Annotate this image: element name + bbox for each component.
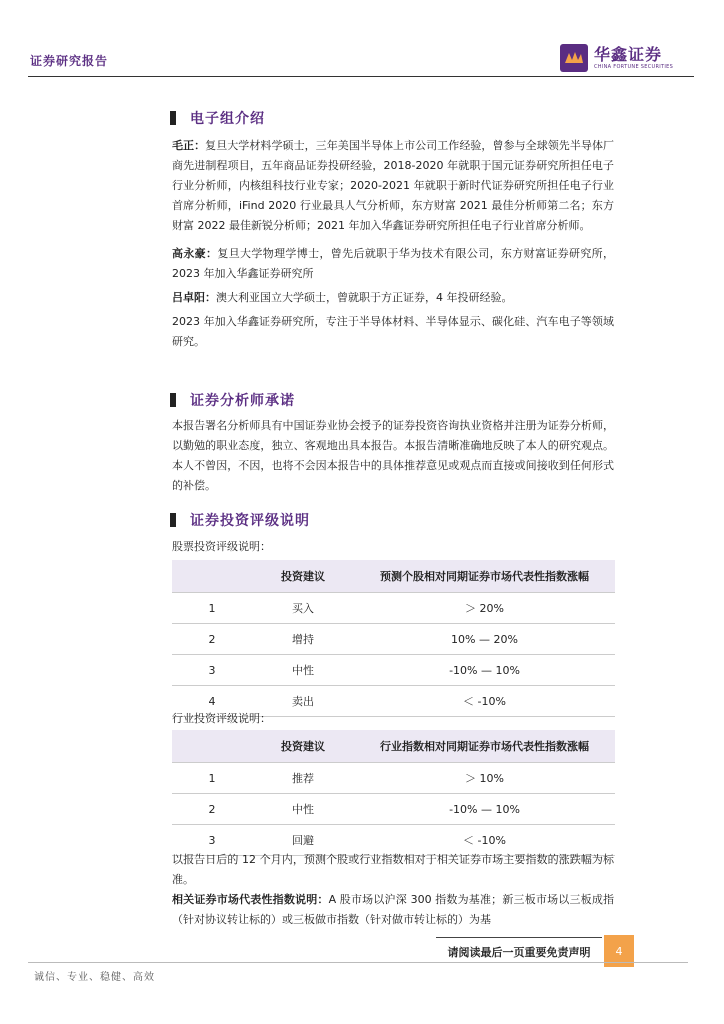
table-cell: 10% — 20% bbox=[354, 624, 615, 655]
table-cell: 2 bbox=[172, 794, 252, 825]
analyst-bio-2 bbox=[172, 244, 614, 284]
table-header-cell bbox=[172, 730, 252, 763]
analyst-name: 吕卓阳： bbox=[172, 291, 216, 304]
analyst-name: 高永豪： bbox=[172, 247, 218, 260]
index-note-label: 相关证券市场代表性指数说明： bbox=[172, 893, 329, 906]
table-cell: -10% — 10% bbox=[354, 655, 615, 686]
table-cell: 1 bbox=[172, 593, 252, 624]
analyst-bio-1 bbox=[172, 136, 614, 236]
section-marker bbox=[170, 513, 176, 527]
table-cell: ＞ 10% bbox=[354, 763, 615, 794]
logo-name-en: CHINA FORTUNE SECURITIES bbox=[594, 64, 674, 70]
table-cell: ＜ -10% bbox=[354, 825, 615, 856]
pledge-section-heading bbox=[170, 390, 295, 410]
section-title: 证券投资评级说明 bbox=[190, 513, 310, 529]
index-note-text: A 股市场以沪深 300 指数为基准；新三板市场以三板成指（针对协议转让标的）或三板做市指数（针对做市转让标的）为基 bbox=[172, 893, 614, 926]
table-cell: 推荐 bbox=[252, 763, 354, 794]
table-row bbox=[172, 763, 615, 794]
rating-section-heading bbox=[170, 510, 310, 530]
stock-rating-table bbox=[172, 560, 615, 717]
table-cell: 中性 bbox=[252, 794, 354, 825]
footer-slogan: 诚信、专业、稳健、高效 bbox=[34, 972, 155, 983]
analyst-bio-3 bbox=[172, 288, 614, 308]
rating-note: 以报告日后的 12 个月内，预测个股或行业指数相对于相关证券市场主要指数的涨跌幅为标准。 bbox=[172, 853, 614, 886]
table-header-row bbox=[172, 730, 615, 763]
section-title: 证券分析师承诺 bbox=[190, 393, 295, 409]
analyst-name: 毛正： bbox=[172, 139, 206, 152]
team-section-heading bbox=[170, 108, 265, 128]
page-number: 4 bbox=[604, 935, 634, 967]
report-type-title: 证券研究报告 bbox=[30, 54, 109, 68]
table-header-cell: 投资建议 bbox=[252, 730, 354, 763]
analyst-bio-text: 复旦大学材料学硕士，三年美国半导体上市公司工作经验，曾参与全球领先半导体厂商先进制程项目，五年商品证券投研经验，2018-2020 年就职于国元证券研究所担任电子行业分析师，内核组科技行业专家；2020-2021 年就职于新时代证券研究所担任电子行业首席分析师，iFind 2020 行业最具人气分析师，东方财富 2021 最佳分析师第二名；东方财富 2022 最佳新锐分析师；2021 年加入华鑫证券研究所担任电子行业首席分析师。 bbox=[172, 139, 614, 232]
table-cell: 买入 bbox=[252, 593, 354, 624]
table-row bbox=[172, 593, 615, 624]
table-row bbox=[172, 794, 615, 825]
section-marker bbox=[170, 393, 176, 407]
footer-divider bbox=[28, 962, 688, 963]
analyst-bio-text: 澳大利亚国立大学硕士，曾就职于方正证券，4 年投研经验。 bbox=[216, 291, 513, 304]
table-cell: 回避 bbox=[252, 825, 354, 856]
table-row bbox=[172, 655, 615, 686]
table-header-cell: 投资建议 bbox=[252, 560, 354, 593]
pledge-text: 本报告署名分析师具有中国证券业协会授予的证券投资咨询执业资格并注册为证券分析师，以勤勉的职业态度，独立、客观地出具本报告。本报告清晰准确地反映了本人的研究观点。本人不曾因，不因，也将不会因本报告中的具体推荐意见或观点而直接或间接收到任何形式的补偿。 bbox=[172, 419, 614, 492]
header-divider bbox=[28, 76, 694, 77]
stock-rating-caption: 股票投资评级说明： bbox=[172, 540, 271, 553]
table-cell: 中性 bbox=[252, 655, 354, 686]
table-cell: 4 bbox=[172, 686, 252, 717]
table-cell: -10% — 10% bbox=[354, 794, 615, 825]
disclaimer-notice: 请阅读最后一页重要免责声明 bbox=[436, 937, 602, 966]
table-cell: 1 bbox=[172, 763, 252, 794]
section-title: 电子组介绍 bbox=[190, 111, 265, 127]
analyst-bio-text: 复旦大学物理学博士，曾先后就职于华为技术有限公司，东方财富证券研究所，2023 年加入华鑫证券研究所 bbox=[172, 247, 615, 280]
table-cell: ＞ 20% bbox=[354, 593, 615, 624]
logo-name-cn: 华鑫证券 bbox=[594, 45, 663, 64]
section-marker bbox=[170, 111, 176, 125]
table-cell: 增持 bbox=[252, 624, 354, 655]
table-cell: 卖出 bbox=[252, 686, 354, 717]
table-header-cell: 预测个股相对同期证券市场代表性指数涨幅 bbox=[354, 560, 615, 593]
industry-rating-caption: 行业投资评级说明： bbox=[172, 712, 271, 725]
table-header-cell: 行业指数相对同期证券市场代表性指数涨幅 bbox=[354, 730, 615, 763]
table-cell: 3 bbox=[172, 655, 252, 686]
company-logo bbox=[560, 44, 673, 72]
index-note bbox=[172, 890, 614, 930]
analyst-bio-4: 2023 年加入华鑫证券研究所，专注于半导体材料、半导体显示、碳化硅、汽车电子等领域研究。 bbox=[172, 315, 614, 348]
table-header-row bbox=[172, 560, 615, 593]
logo-icon bbox=[560, 44, 588, 72]
table-row bbox=[172, 624, 615, 655]
table-cell: ＜ -10% bbox=[354, 686, 615, 717]
table-cell: 2 bbox=[172, 624, 252, 655]
table-cell: 3 bbox=[172, 825, 252, 856]
industry-rating-table bbox=[172, 730, 615, 856]
table-header-cell bbox=[172, 560, 252, 593]
